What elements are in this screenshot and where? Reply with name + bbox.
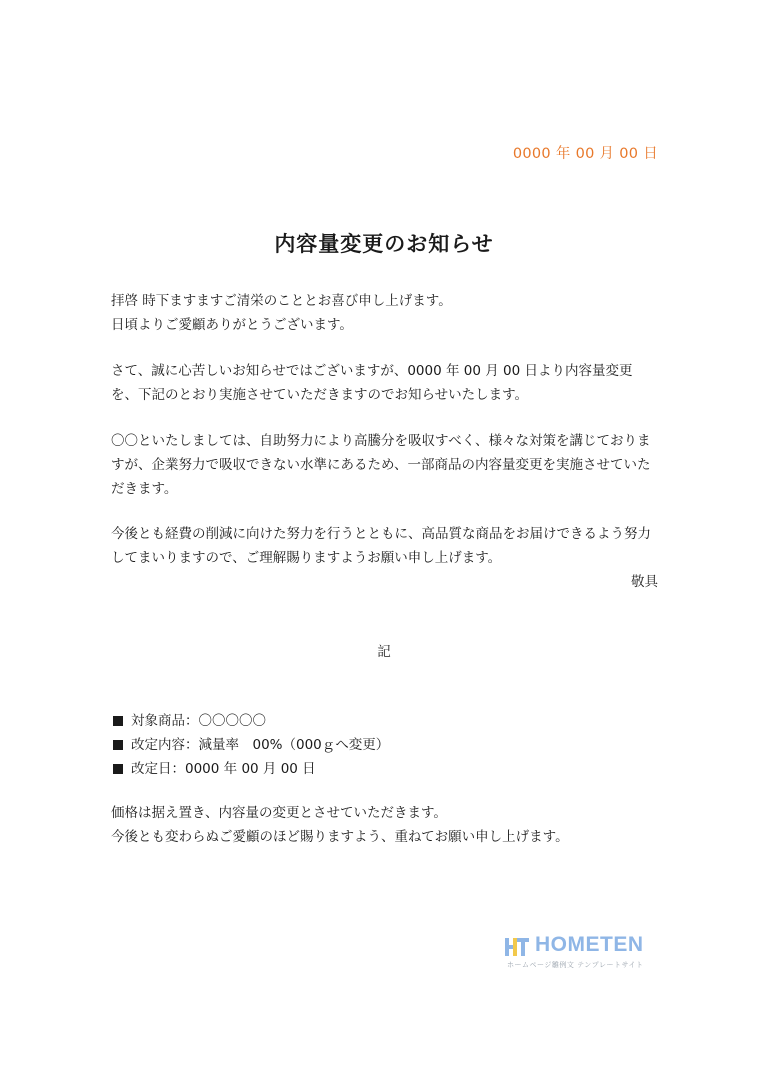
hometen-logo: [505, 934, 655, 974]
paragraph-line: すが、企業努力で吸収できない水準にあるため、一部商品の内容量変更を実施させていた: [111, 457, 651, 473]
final-paragraph: [111, 801, 661, 849]
paragraph-line: を、下記のとおり実施させていただきますのでお知らせいたします。: [111, 387, 529, 403]
reason-paragraph: [111, 429, 661, 501]
paragraph-line: 今後とも変わらぬご愛顧のほど賜りますよう、重ねてお願い申し上げます。: [111, 829, 569, 845]
paragraph-line: 〇〇といたしましては、自助努力により高騰分を吸収すべく、様々な対策を講じておりま: [111, 433, 651, 449]
logo-subtitle: ホームページ雛例文 テンプレートサイト: [507, 961, 644, 969]
paragraph-line: 今後とも経費の削減に向けた努力を行うとともに、高品質な商品をお届けできるよう努力: [111, 526, 651, 542]
list-item: [111, 733, 389, 757]
announcement-paragraph: [111, 359, 661, 407]
square-bullet-icon: [113, 764, 123, 774]
ki-heading: 記: [377, 644, 391, 660]
greeting-paragraph: [111, 289, 661, 337]
paragraph-line: だきます。: [111, 481, 178, 497]
square-bullet-icon: [113, 716, 123, 726]
hometen-mark-icon: [505, 936, 531, 958]
document-date: 0000 年 00 月 00 日: [512, 146, 658, 162]
square-bullet-icon: [113, 740, 123, 750]
document-title: 内容量変更のお知らせ: [274, 231, 494, 256]
paragraph-line: さて、誠に心苦しいお知らせではございますが、0000 年 00 月 00 日より内容量変更: [111, 363, 633, 379]
paragraph-line: 拝啓 時下ますますご清栄のこととお喜び申し上げます。: [111, 293, 452, 309]
list-item: [111, 757, 389, 781]
closing-salutation: 敬具: [631, 574, 658, 590]
item-text: 対象商品：〇〇〇〇〇: [131, 713, 266, 729]
item-text: 改定日：0000 年 00 月 00 日: [131, 761, 316, 777]
list-item: [111, 709, 389, 733]
details-list: [111, 709, 389, 781]
commitment-paragraph: [111, 522, 661, 570]
paragraph-line: 価格は据え置き、内容量の変更とさせていただきます。: [111, 805, 447, 821]
item-text: 改定内容：減量率 00%（000ｇへ変更）: [131, 737, 390, 753]
paragraph-line: してまいりますので、ご理解賜りますようお願い申し上げます。: [111, 550, 502, 566]
logo-name: HOMETEN: [535, 933, 644, 956]
paragraph-line: 日頃よりご愛顧ありがとうございます。: [111, 317, 353, 333]
